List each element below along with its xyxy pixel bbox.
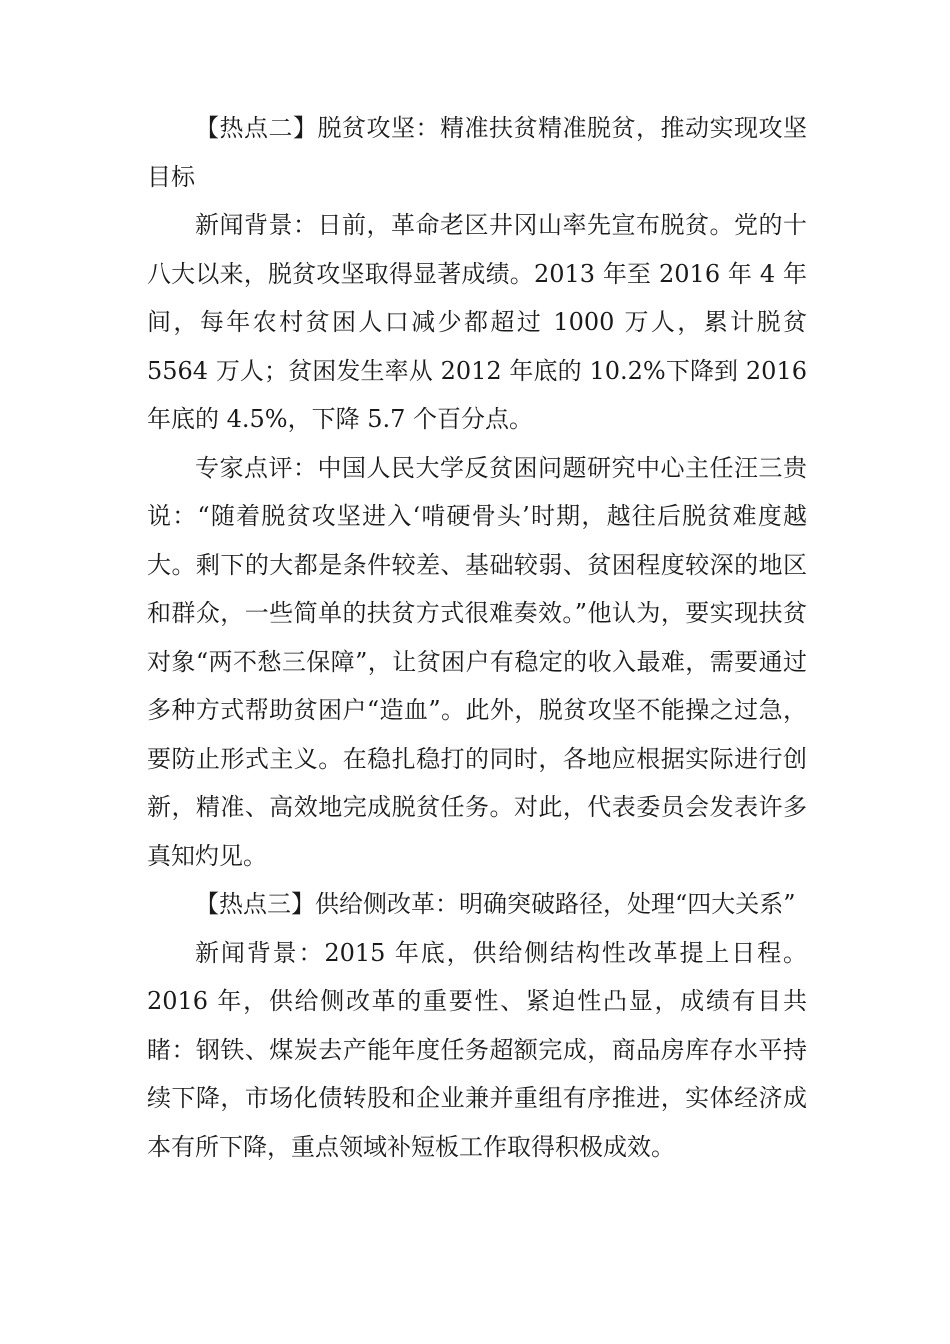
paragraph-news-background-poverty: 新闻背景：日前，革命老区井冈山率先宣布脱贫。党的十八大以来，脱贫攻坚取得显著成绩。2013 年至 2016 年 4 年间，每年农村贫困人口减少都超过 1000 万人，累计脱贫 5564 万人；贫困发生率从 2012 年底的 10.2%下降到 2016 年底的 4.5%，下降 5.7 个百分点。 (147, 211, 807, 433)
paragraph-news-background-supply-side: 新闻背景：2015 年底，供给侧结构性改革提上日程。2016 年，供给侧改革的重要性、紧迫性凸显，成绩有目共睹：钢铁、煤炭去产能年度任务超额完成，商品房库存水平持续下降，市场化债转股和企业兼并重组有序推进，实体经济成本有所下降，重点领域补短板工作取得积极成效。 (147, 938, 807, 1161)
document-body (147, 104, 807, 1171)
heading-hotspot-two: 【热点二】脱贫攻坚：精准扶贫精准脱贫，推动实现攻坚目标 (147, 114, 807, 191)
heading-hotspot-three: 【热点三】供给侧改革：明确突破路径，处理“四大关系” (195, 890, 796, 918)
paragraph-expert-comment: 专家点评：中国人民大学反贫困问题研究中心主任汪三贵说：“随着脱贫攻坚进入‘啃硬骨头’时期，越往后脱贫难度越大。剩下的大都是条件较差、基础较弱、贫困程度较深的地区和群众，一些简单的扶贫方式很难奏效。”他认为，要实现扶贫对象“两不愁三保障”，让贫困户有稳定的收入最难，需要通过多种方式帮助贫困户“造血”。此外，脱贫攻坚不能操之过急，要防止形式主义。在稳扎稳打的同时，各地应根据实际进行创新，精准、高效地完成脱贫任务。对此，代表委员会发表许多真知灼见。 (147, 453, 807, 870)
